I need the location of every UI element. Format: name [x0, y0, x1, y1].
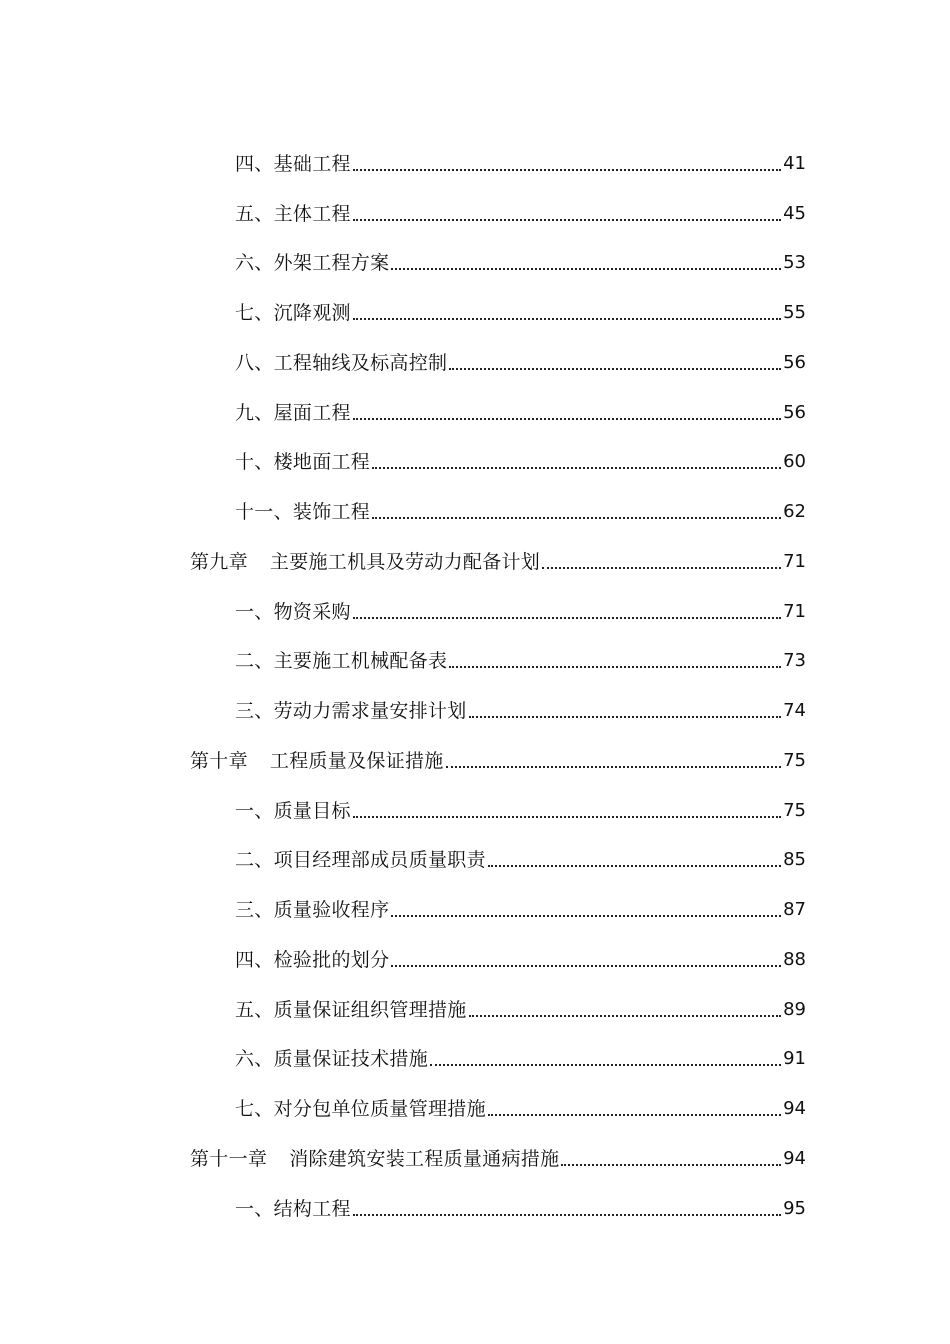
- dot-leader: [446, 766, 781, 768]
- toc-section-entry[interactable]: [190, 972, 806, 1022]
- toc-chapter-entry[interactable]: [190, 723, 806, 773]
- dot-leader: [391, 268, 781, 270]
- dot-leader: [391, 965, 781, 967]
- toc-section-entry[interactable]: [190, 1022, 806, 1072]
- toc-page-number: 60: [783, 451, 806, 473]
- toc-entry-title: 四、检验批的划分: [235, 948, 390, 971]
- toc-entry-title: 七、沉降观测: [235, 302, 351, 324]
- toc-section-entry[interactable]: [190, 872, 806, 922]
- toc-section-entry[interactable]: [190, 773, 806, 823]
- toc-section-entry[interactable]: [190, 275, 806, 325]
- toc-entry-title: [190, 550, 540, 574]
- toc-page-number: 91: [783, 1048, 806, 1070]
- toc-entry-title: 十、楼地面工程: [235, 451, 371, 474]
- toc-section-entry[interactable]: [190, 1171, 806, 1221]
- dot-leader: [372, 467, 781, 469]
- toc-page-number: 94: [783, 1147, 806, 1169]
- toc-entry-title: 六、质量保证技术措施: [235, 1048, 429, 1071]
- toc-page-number: 94: [783, 1098, 806, 1119]
- chapter-title: 消除建筑安装工程质量通病措施: [289, 1147, 560, 1170]
- chapter-title: 主要施工机具及劳动力配备计划: [269, 550, 541, 573]
- toc-entry-title: 四、基础工程: [235, 152, 351, 175]
- toc-section-entry[interactable]: [190, 126, 806, 176]
- toc-page-number: 75: [783, 749, 806, 771]
- dot-leader: [430, 1064, 781, 1066]
- toc-page-number: 56: [783, 351, 806, 373]
- toc-entry-title: [190, 749, 444, 773]
- toc-section-entry[interactable]: [190, 1071, 806, 1121]
- toc-page-number: 74: [783, 700, 806, 721]
- toc-entry-title: 一、质量目标: [235, 799, 351, 822]
- dot-leader: [353, 418, 781, 420]
- dot-leader: [449, 666, 781, 668]
- dot-leader: [469, 1015, 781, 1017]
- dot-leader: [488, 865, 781, 867]
- toc-page-number: 41: [783, 152, 806, 174]
- dot-leader: [488, 1114, 781, 1116]
- dot-leader: [353, 1214, 781, 1216]
- dot-leader: [353, 219, 781, 221]
- toc-section-entry[interactable]: [190, 474, 806, 524]
- toc-section-entry[interactable]: [190, 922, 806, 972]
- toc-entry-title: 一、物资采购: [235, 600, 351, 623]
- toc-section-entry[interactable]: [190, 823, 806, 873]
- toc-entry-title: 二、主要施工机械配备表: [235, 650, 448, 673]
- toc-section-entry[interactable]: [190, 425, 806, 475]
- toc-section-entry[interactable]: [190, 624, 806, 674]
- toc-page-number: 87: [783, 899, 806, 920]
- toc-page-number: 53: [783, 252, 806, 274]
- toc-entry-title: 五、质量保证组织管理措施: [235, 998, 467, 1021]
- toc-entry-title: 二、项目经理部成员质量职责: [235, 849, 486, 872]
- dot-leader: [353, 169, 781, 171]
- toc-entry-title: 六、外架工程方案: [235, 252, 390, 275]
- toc-entry-title: 七、对分包单位质量管理措施: [235, 1098, 486, 1120]
- dot-leader: [353, 816, 781, 818]
- dot-leader: [449, 368, 781, 370]
- toc-entry-title: 九、屋面工程: [235, 401, 351, 424]
- toc-chapter-entry[interactable]: [190, 1121, 806, 1171]
- toc-chapter-entry[interactable]: [190, 524, 806, 574]
- toc-entry-title: 十一、装饰工程: [235, 501, 371, 523]
- toc-page-number: 89: [783, 998, 806, 1020]
- chapter-number: 第十章: [190, 749, 248, 772]
- toc-section-entry[interactable]: [190, 375, 806, 425]
- toc-page-number: 95: [783, 1197, 806, 1219]
- chapter-number: 第十一章: [190, 1147, 268, 1170]
- toc-page-number: 55: [783, 302, 806, 323]
- toc-page-number: 85: [783, 849, 806, 871]
- toc-entry-title: 一、结构工程: [235, 1197, 351, 1220]
- toc-entry-title: [190, 1147, 559, 1171]
- toc-section-entry[interactable]: [190, 574, 806, 624]
- dot-leader: [542, 567, 781, 569]
- toc-entry-title: 三、劳动力需求量安排计划: [235, 700, 467, 722]
- toc-page-number: 71: [783, 550, 806, 572]
- toc-entry-title: 八、工程轴线及标高控制: [235, 351, 448, 374]
- dot-leader: [561, 1164, 781, 1166]
- toc-page-number: 56: [783, 401, 806, 423]
- toc-page-number: 45: [783, 202, 806, 224]
- toc-section-entry[interactable]: [190, 673, 806, 723]
- dot-leader: [353, 617, 781, 619]
- toc-section-entry[interactable]: [190, 325, 806, 375]
- dot-leader: [353, 318, 781, 320]
- table-of-contents: [190, 126, 806, 1221]
- chapter-number: 第九章: [190, 550, 248, 573]
- toc-section-entry[interactable]: [190, 226, 806, 276]
- toc-page-number: 73: [783, 650, 806, 672]
- toc-entry-title: 五、主体工程: [235, 202, 351, 225]
- dot-leader: [391, 915, 781, 917]
- toc-section-entry[interactable]: [190, 176, 806, 226]
- chapter-title: 工程质量及保证措施: [269, 749, 444, 772]
- toc-page-number: 71: [783, 600, 806, 622]
- dot-leader: [469, 716, 781, 718]
- dot-leader: [372, 517, 781, 519]
- toc-entry-title: 三、质量验收程序: [235, 899, 390, 921]
- toc-page-number: 88: [783, 948, 806, 970]
- toc-page-number: 75: [783, 799, 806, 821]
- toc-page-number: 62: [783, 501, 806, 522]
